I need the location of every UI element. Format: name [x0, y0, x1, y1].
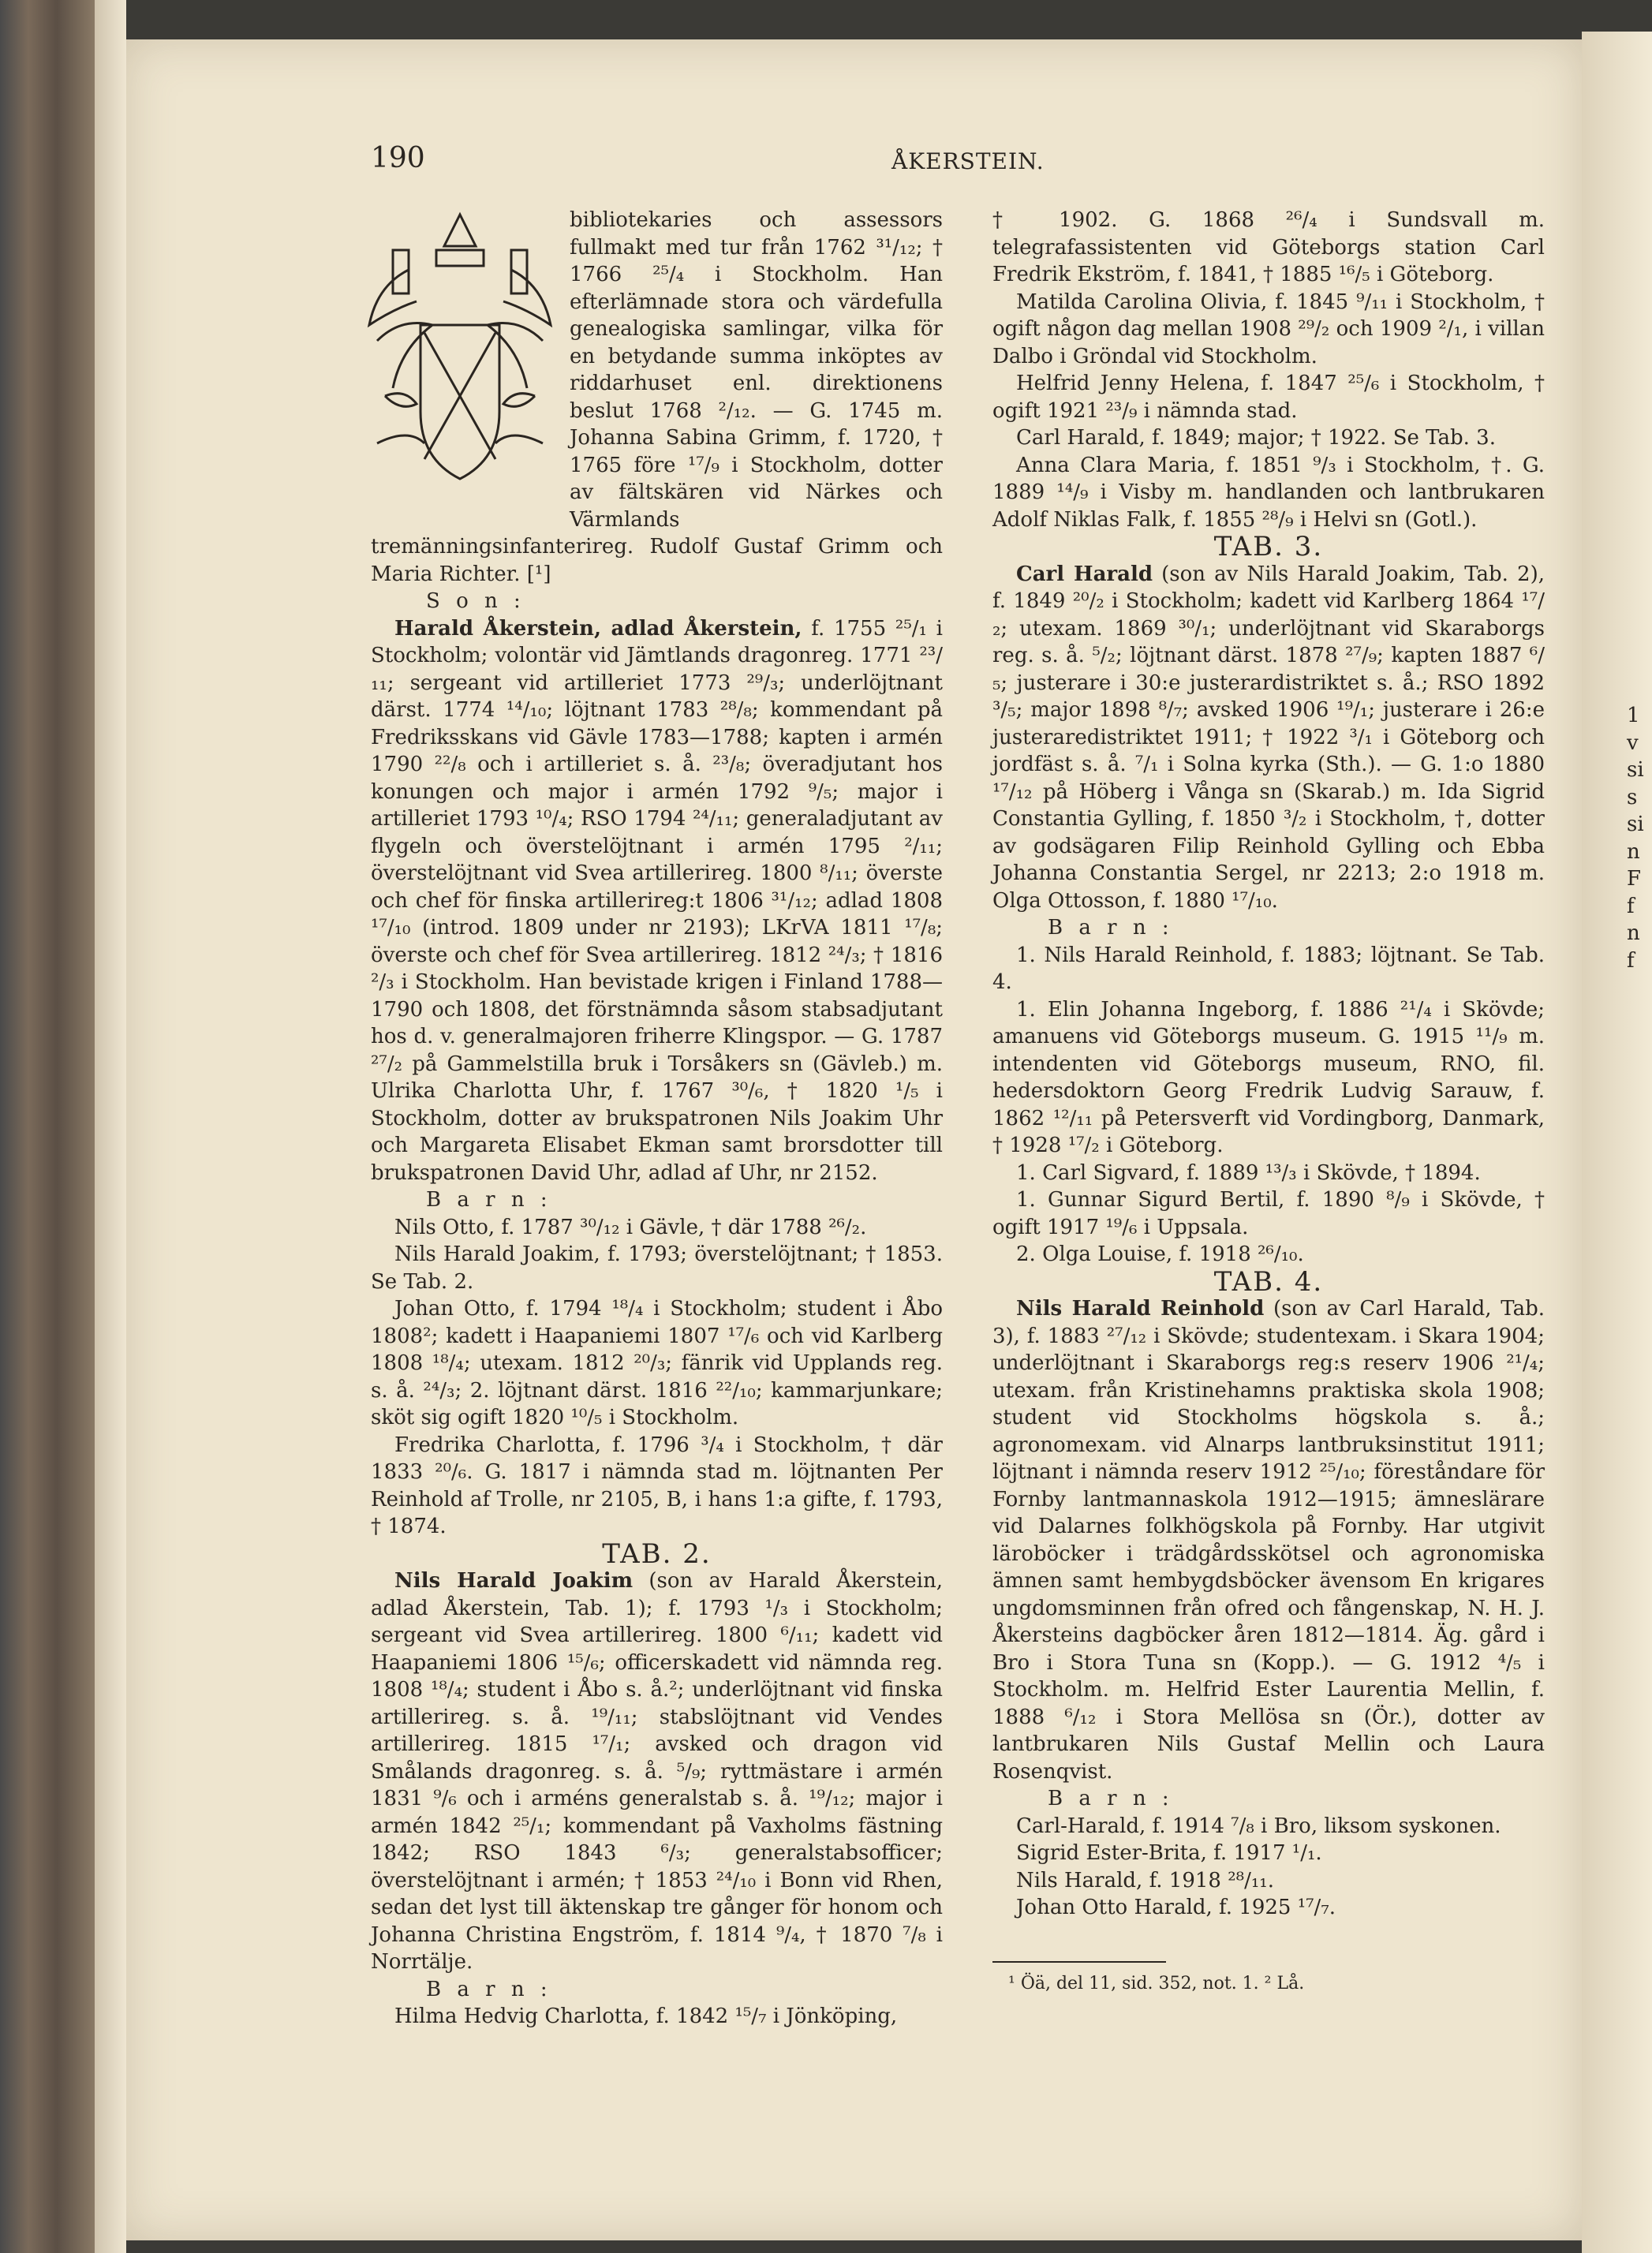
margin-fragment: n — [1627, 839, 1640, 864]
entry-name: Harald Åkerstein, adlad Åkerstein, — [394, 616, 802, 641]
child-entry: Helfrid Jenny Helena, f. 1847 ²⁵/₆ i Stockholm, † ogift 1921 ²³/₉ i nämnda stad. — [992, 372, 1545, 423]
paragraph-continued: † 1902. G. 1868 ²⁶/₄ i Sundsvall m. telegrafassistenten vid Göteborgs station Carl Fredrik Ekström, f. 1841, † 1885 ¹⁶/₅ i Göteborg. — [992, 208, 1545, 286]
barn-label: B a r n : — [426, 1977, 552, 2001]
margin-fragment: f — [1627, 894, 1635, 918]
tab-4-heading: TAB. 4. — [1213, 1265, 1324, 1298]
entry-text: (son av Nils Harald Joakim, Tab. 2), f. 1849 ²⁰/₂ i Stockholm; kadett vid Karlberg 1864 ¹⁷/₂; utexam. 1869 ³⁰/₁; underlöjtnant vid Skaraborgs reg. s. å. ⁵/₂; löjtnant därst. 1878 ²⁷/₉; kapten 1887 ⁶/₅; justerare i 30:e justerardistriktet s. å.; RSO 1892 ³/₅; major 1898 ⁸/₇; avsked 1906 ¹⁹/₁; justerare i 26:e justeraredistriktet 1911; † 1922 ³/₁ i Göteborg och jordfäst s. å. ⁷/₁ i Solna kyrka (Sth.). — G. 1:o 1880 ¹⁷/₁₂ på Höberg i Vånga sn (Skarab.) m. Ida Sigrid Constantia Gylling, f. 1850 ³/₂ i Stockholm, †, dotter av godsägaren Filip Reinhold Gylling och Ebba Johanna Constantia Sergel, nr 2213; 2:o 1918 m. Olga Ottosson, f. 1880 ¹⁷/₁₀. — [992, 562, 1545, 913]
child-entry: Carl Harald, f. 1849; major; † 1922. Se Tab. 3. — [1016, 426, 1496, 450]
child-entry: Johan Otto, f. 1794 ¹⁸/₄ i Stockholm; student i Åbo 1808²; kadett i Haapaniemi 1807 ¹⁷/₆ och vid Karlberg 1808 ¹⁸/₄; utexam. 1812 ²⁰/₃; fänrik vid Upplands reg. s. å. ²⁴/₃; 2. löjtnant därst. 1816 ²²/₁₀; kammarjunkare; sköt sig ogift 1820 ¹⁰/₅ i Stockholm. — [371, 1297, 943, 1429]
child-entry: 1. Carl Sigvard, f. 1889 ¹³/₃ i Skövde, † 1894. — [1016, 1160, 1481, 1185]
child-entry: 1. Elin Johanna Ingeborg, f. 1886 ²¹/₄ i Skövde; amanuens vid Göteborgs museum. G. 1915 ¹¹/₉ m. intendenten vid Göteborgs museum, RNO, fil. hedersdoktorn Georg Fredrik Ludvig Sarauw, f. 1862 ¹²/₁₁ på Petersverft vid Vordingborg, Danmark, † 1928 ¹⁷/₂ i Göteborg. — [992, 997, 1545, 1157]
paragraph-intro: bibliotekaries och assessors fullmakt med tur från 1762 ³¹/₁₂; † 1766 ²⁵/₄ i Stockholm. Han efterlämnade stora och värdefulla genealogiska samlingar, vilka för en betydande summa inköptes av riddarhuset enl. direktionens beslut 1768 ²/₁₂. — G. 1745 m. Johanna Sabina Grimm, f. 1720, † 1765 före ¹⁷/₉ i Stockholm, dotter av fältskären vid Närkes och Värmlands tremänningsinfanterireg. Rudolf Gustaf Grimm och Maria Richter. [¹] — [371, 208, 943, 586]
child-entry: Fredrika Charlotta, f. 1796 ³/₄ i Stockholm, † där 1833 ²⁰/₆. G. 1817 i nämnda stad m. löjtnanten Per Reinhold af Trolle, nr 2105, B, i hans 1:a gifte, f. 1793, † 1874. — [371, 1433, 943, 1538]
page-stack-left — [95, 0, 126, 2253]
entry-tab-2 — [371, 1567, 943, 1976]
margin-fragment: n — [1627, 921, 1640, 945]
margin-fragment: si — [1627, 813, 1644, 836]
child-entry: Johan Otto Harald, f. 1925 ¹⁷/₇. — [1016, 1896, 1336, 1919]
child-entry: 2. Olga Louise, f. 1918 ²⁶/₁₀. — [1016, 1242, 1304, 1266]
child-entry: Nils Harald Joakim, f. 1793; överstelöjtnant; † 1853. Se Tab. 2. — [371, 1242, 943, 1294]
child-entry: Hilma Hedvig Charlotta, f. 1842 ¹⁵/₇ i Jönköping, — [394, 2005, 898, 2028]
entry-name: Nils Harald Joakim — [394, 1569, 634, 1593]
son-label: S o n : — [426, 589, 525, 613]
margin-fragment: F — [1627, 867, 1642, 891]
footnote: ¹ Öä, del 11, sid. 352, not. 1. ² Lå. — [1008, 1973, 1305, 1993]
margin-fragment: f — [1627, 948, 1635, 973]
child-entry: 1. Gunnar Sigurd Bertil, f. 1890 ⁸/₉ i Skövde, † ogift 1917 ¹⁹/₆ i Uppsala. — [992, 1188, 1545, 1239]
running-title: ÅKERSTEIN. — [891, 148, 1045, 174]
barn-label: B a r n : — [1048, 1787, 1174, 1810]
entry-text: f. 1755 ²⁵/₁ i Stockholm; volontär vid Jämtlands dragonreg. 1771 ²³/₁₁; sergeant vid artilleriet 1773 ²⁹/₃; underlöjtnant därst. 1774 ¹⁴/₁₀; löjtnant 1783 ²⁸/₈; kommendant på Fredriksskans vid Gävle 1783—1788; kapten i armén 1790 ²²/₈ och i artilleriet s. å. ²³/₈; överadjutant hos konungen och major i armén 1792 ⁹/₅; major i artilleriet 1793 ¹⁰/₄; RSO 1794 ²⁴/₁₁; generaladjutant av flygeln och överstelöjtnant i armén 1795 ²/₁₁; överstelöjtnant vid Svea artillerireg. 1800 ⁸/₁₁; överste och chef för finska artillerireg:t 1806 ³¹/₁₂; adlad 1808 ¹⁷/₁₀ (introd. 1809 under nr 2193); LKrVA 1811 ¹⁷/₈; överste och chef för Svea artillerireg. 1812 ²⁴/₃; † 1816 ²/₃ i Stockholm. Han bevistade krigen i Finland 1788—1790 och 1808, det förstnämnda såsom stabsadjutant hos d. v. generalmajoren friherre Klingspor. — G. 1787 ²⁷/₂ på Gammelstilla bruk i Torsåkers sn (Gävleb.) m. Ulrika Charlotta Uhr, f. 1767 ³⁰/₆, † 1820 ¹/₅ i Stockholm, dotter av brukspatronen Nils Joakim Uhr och Margareta Elisabet Ekman samt brorsdotter till brukspatronen David Uhr, adlad af Uhr, nr 2152. — [371, 616, 943, 1185]
facing-page-edge — [1582, 32, 1652, 2253]
tab-3-heading: TAB. 3. — [1213, 531, 1324, 562]
barn-label: B a r n : — [426, 1188, 552, 1212]
left-column — [371, 207, 943, 2031]
page-number: 190 — [371, 142, 425, 174]
child-entry: Nils Harald, f. 1918 ²⁸/₁₁. — [1016, 1868, 1274, 1892]
entry-tab-4 — [992, 1295, 1545, 1785]
page-header — [371, 142, 1428, 181]
right-column — [992, 207, 1545, 1997]
child-entry: 1. Nils Harald Reinhold, f. 1883; löjtnant. Se Tab. 4. — [992, 943, 1545, 994]
margin-fragment: s — [1627, 785, 1638, 809]
entry-text: (son av Harald Åkerstein, adlad Åkerstein, Tab. 1); f. 1793 ¹/₃ i Stockholm; sergeant vid Svea artillerireg. 1800 ⁶/₁₁; kadett vid Haapaniemi 1806 ¹⁵/₆; officerskadett vid nämnda reg. 1808 ¹⁸/₄; student i Åbo s. å.²; underlöjtnant vid finska artillerireg. s. å. ¹⁹/₁₁; stabslöjtnant vid Vendes artillerireg. 1815 ¹⁷/₁; avsked och dragon vid Smålands dragonreg. s. å. ⁵/₉; ryttmästare i armén 1831 ⁹/₆ och i arméns generalstab s. å. ¹⁹/₁₂; major i armén 1842 ²⁵/₁; kommendant på Vaxholms fästning 1842; RSO 1843 ⁶/₃; generalstabsofficer; överstelöjtnant i armén; † 1853 ²⁴/₁₀ i Bonn vid Rhen, sedan det lyst till äktenskap tre gånger för honom och Johanna Christina Engström, f. 1814 ⁹/₄, † 1870 ⁷/₈ i Norrtälje. — [371, 1569, 944, 1974]
entry-harald — [371, 615, 943, 1187]
book-cover-edge — [0, 0, 95, 2253]
entry-name: Carl Harald — [1016, 562, 1153, 586]
margin-fragment: 1 — [1627, 704, 1640, 727]
margin-fragment: si — [1627, 758, 1644, 782]
coat-of-arms-icon — [361, 207, 559, 514]
footnote-divider — [992, 1961, 1166, 1963]
child-entry: Sigrid Ester-Brita, f. 1917 ¹/₁. — [1016, 1841, 1322, 1865]
child-entry: Anna Clara Maria, f. 1851 ⁹/₃ i Stockholm, †. G. 1889 ¹⁴/₉ i Visby m. handlanden och lantbrukaren Adolf Niklas Falk, f. 1855 ²⁸/₉ i Helvi sn (Gotl.). — [992, 453, 1545, 532]
entry-text: (son av Carl Harald, Tab. 3), f. 1883 ²⁷/₁₂ i Skövde; studentexam. i Skara 1904; underlöjtnant i Skaraborgs reg:s reserv 1906 ²¹/₄; utexam. från Kristinehamns praktiska skola 1908; student vid Stockholms högskola s. å.; agronomexam. vid Alnarps lantbruksinstitut 1911; löjtnant i nämnda reserv 1912 ²⁵/₁₀; föreståndare för Fornby lantmannaskola 1912—1915; ämneslärare vid Dalarnes folkhögskola på Fornby. Har utgivit läroböcker i trädgårdsskötsel och agronomiska ämnen samt hembygdsböcker ävensom En krigares ungdomsminnen från ofred och fångenskap, N. H. J. Åkersteins dagböcker åren 1812—1814. Äg. gård i Bro i Stora Tuna sn (Kopp.). — G. 1912 ⁴/₅ i Stockholm. m. Helfrid Ester Laurentia Mellin, f. 1888 ⁶/₁₂ i Stora Mellösa sn (Ör.), dotter av lantbrukaren Nils Gustaf Mellin och Laura Rosenqvist. — [992, 1297, 1545, 1784]
margin-fragment: v — [1627, 730, 1639, 755]
child-entry: Matilda Carolina Olivia, f. 1845 ⁹/₁₁ i Stockholm, † ogift någon dag mellan 1908 ²⁹/₂ och 1909 ²/₁, i villan Dalbo i Gröndal vid Stockholm. — [992, 290, 1545, 368]
entry-tab-3 — [992, 561, 1545, 915]
tab-2-heading: TAB. 2. — [602, 1537, 712, 1570]
barn-label: B a r n : — [1048, 916, 1174, 940]
child-entry: Nils Otto, f. 1787 ³⁰/₁₂ i Gävle, † där 1788 ²⁶/₂. — [394, 1215, 867, 1239]
entry-name: Nils Harald Reinhold — [1016, 1297, 1265, 1321]
child-entry: Carl-Harald, f. 1914 ⁷/₈ i Bro, liksom syskonen. — [1016, 1814, 1501, 1838]
facing-page-margin-text — [1627, 702, 1644, 974]
